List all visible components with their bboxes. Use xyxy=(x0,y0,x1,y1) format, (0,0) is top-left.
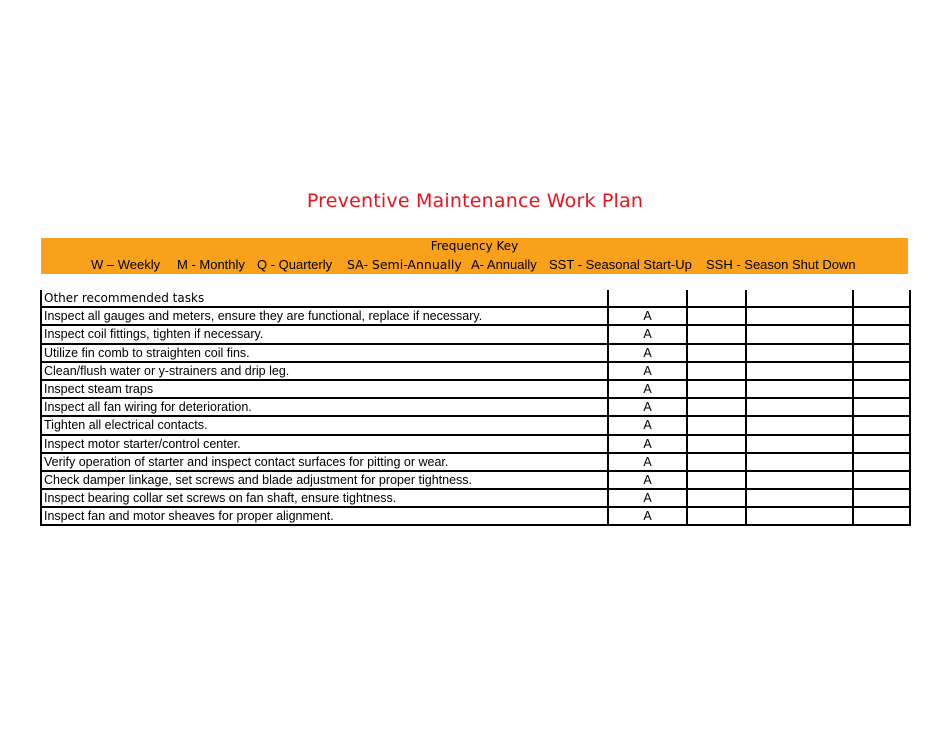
table-row xyxy=(41,489,910,507)
table-cell xyxy=(746,416,853,434)
table-cell xyxy=(687,453,746,471)
task-frequency: A xyxy=(608,489,687,507)
task-description: Verify operation of starter and inspect contact surfaces for pitting or wear. xyxy=(41,453,608,471)
table-header-label: Other recommended tasks xyxy=(41,290,608,307)
table-cell xyxy=(687,435,746,453)
table-row xyxy=(41,398,910,416)
task-frequency: A xyxy=(608,398,687,416)
task-description: Inspect coil fittings, tighten if necessary. xyxy=(41,325,608,343)
tasks-table xyxy=(40,290,911,526)
table-cell xyxy=(687,489,746,507)
table-row xyxy=(41,453,910,471)
table-cell xyxy=(746,489,853,507)
task-description: Utilize fin comb to straighten coil fins. xyxy=(41,344,608,362)
task-frequency: A xyxy=(608,416,687,434)
table-cell xyxy=(687,471,746,489)
table-cell xyxy=(746,435,853,453)
table-cell xyxy=(746,362,853,380)
table-row xyxy=(41,471,910,489)
key-season-shut-down: SSH - Season Shut Down xyxy=(706,257,856,272)
task-description: Tighten all electrical contacts. xyxy=(41,416,608,434)
table-cell xyxy=(746,398,853,416)
table-cell xyxy=(853,416,910,434)
task-frequency: A xyxy=(608,362,687,380)
table-cell xyxy=(853,489,910,507)
key-seasonal-start-up: SST - Seasonal Start-Up xyxy=(549,257,692,272)
table-cell xyxy=(853,471,910,489)
table-cell xyxy=(746,471,853,489)
table-cell xyxy=(853,307,910,325)
table-cell xyxy=(853,325,910,343)
task-frequency: A xyxy=(608,453,687,471)
task-frequency: A xyxy=(608,435,687,453)
table-row xyxy=(41,344,910,362)
table-cell xyxy=(853,398,910,416)
table-row xyxy=(41,307,910,325)
table-row xyxy=(41,325,910,343)
key-quarterly: Q - Quarterly xyxy=(257,257,333,272)
table-cell xyxy=(853,290,910,307)
table-cell xyxy=(746,507,853,525)
task-frequency: A xyxy=(608,307,687,325)
table-cell xyxy=(687,398,746,416)
table-cell xyxy=(853,380,910,398)
task-frequency: A xyxy=(608,471,687,489)
table-row xyxy=(41,362,910,380)
table-cell xyxy=(687,507,746,525)
table-cell xyxy=(746,344,853,362)
table-cell xyxy=(746,380,853,398)
table-row xyxy=(41,507,910,525)
page-title: Preventive Maintenance Work Plan xyxy=(306,190,644,212)
table-cell xyxy=(687,344,746,362)
frequency-key-bar xyxy=(41,238,908,274)
table-cell xyxy=(853,453,910,471)
table-cell xyxy=(608,290,687,307)
table-cell xyxy=(746,325,853,343)
table-cell xyxy=(746,307,853,325)
table-cell xyxy=(853,507,910,525)
table-cell xyxy=(853,344,910,362)
table-cell xyxy=(687,362,746,380)
table-cell xyxy=(853,435,910,453)
table-cell xyxy=(687,290,746,307)
table-cell xyxy=(687,380,746,398)
task-description: Inspect bearing collar set screws on fan shaft, ensure tightness. xyxy=(41,489,608,507)
task-description: Inspect fan and motor sheaves for proper alignment. xyxy=(41,507,608,525)
table-cell xyxy=(746,290,853,307)
table-cell xyxy=(853,362,910,380)
task-frequency: A xyxy=(608,344,687,362)
task-description: Inspect all gauges and meters, ensure they are functional, replace if necessary. xyxy=(41,307,608,325)
key-annually: A- Annually xyxy=(471,257,537,272)
task-description: Clean/flush water or y-strainers and drip leg. xyxy=(41,362,608,380)
table-cell xyxy=(687,416,746,434)
table-cell xyxy=(687,307,746,325)
task-description: Inspect motor starter/control center. xyxy=(41,435,608,453)
key-weekly: W – Weekly xyxy=(91,257,161,272)
frequency-key-title: Frequency Key xyxy=(430,239,519,253)
task-frequency: A xyxy=(608,325,687,343)
task-description: Inspect steam traps xyxy=(41,380,608,398)
key-monthly: M - Monthly xyxy=(177,257,245,272)
task-frequency: A xyxy=(608,507,687,525)
task-frequency: A xyxy=(608,380,687,398)
table-cell xyxy=(746,453,853,471)
table-row xyxy=(41,435,910,453)
task-description: Check damper linkage, set screws and blade adjustment for proper tightness. xyxy=(41,471,608,489)
table-row xyxy=(41,380,910,398)
task-description: Inspect all fan wiring for deterioration. xyxy=(41,398,608,416)
table-cell xyxy=(687,325,746,343)
table-header-row xyxy=(41,290,910,307)
table-row xyxy=(41,416,910,434)
key-semi-annually: SA- Semi-Annually xyxy=(347,257,462,272)
